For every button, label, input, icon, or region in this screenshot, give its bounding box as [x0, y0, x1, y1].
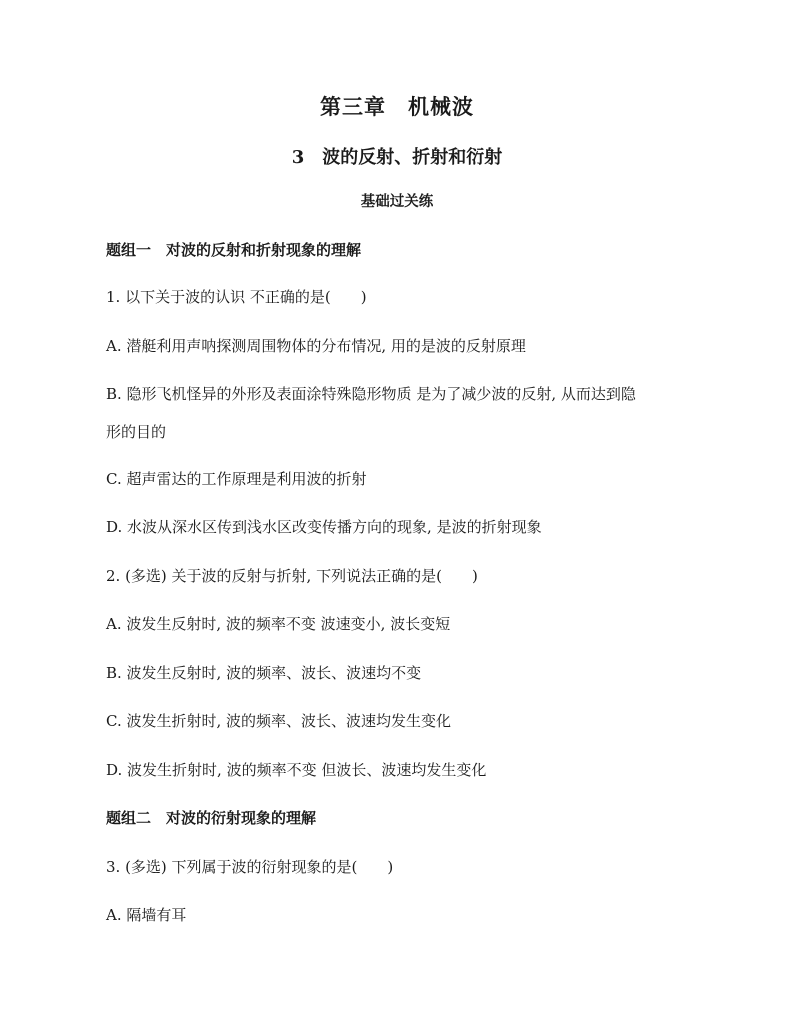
- option-text: D. 水波从深水区传到浅水区改变传播方向的现象, 是波的折射现象: [106, 518, 542, 536]
- question-stem: 2. (多选) 关于波的反射与折射, 下列说法正确的是( ): [106, 567, 478, 585]
- question-stem: 3. (多选) 下列属于波的衍射现象的是( ): [106, 858, 394, 876]
- option-text: A. 隔墙有耳: [106, 906, 187, 924]
- option-text: A. 波发生反射时, 波的频率不变 波速变小, 波长变短: [106, 615, 451, 633]
- option-text: A. 潜艇利用声呐探测周围物体的分布情况, 用的是波的反射原理: [106, 337, 526, 355]
- group-heading: 题组二 对波的衍射现象的理解: [106, 809, 317, 827]
- chapter-title: 第三章 机械波: [320, 94, 474, 119]
- section-title: 3 波的反射、折射和衍射: [291, 147, 503, 168]
- option-text: B. 波发生反射时, 波的频率、波长、波速均不变: [106, 664, 422, 682]
- option-text: C. 超声雷达的工作原理是利用波的折射: [106, 470, 367, 488]
- subsection-title: 基础过关练: [360, 193, 434, 210]
- option-text: C. 波发生折射时, 波的频率、波长、波速均发生变化: [106, 712, 452, 730]
- option-text-continuation: 形的目的: [106, 423, 167, 441]
- option-text: B. 隐形飞机怪异的外形及表面涂特殊隐形物质 是为了减少波的反射, 从而达到隐: [106, 385, 636, 403]
- option-text: D. 波发生折射时, 波的频率不变 但波长、波速均发生变化: [106, 761, 487, 779]
- question-stem: 1. 以下关于波的认识 不正确的是( ): [106, 288, 367, 306]
- group-heading: 题组一 对波的反射和折射现象的理解: [106, 241, 362, 259]
